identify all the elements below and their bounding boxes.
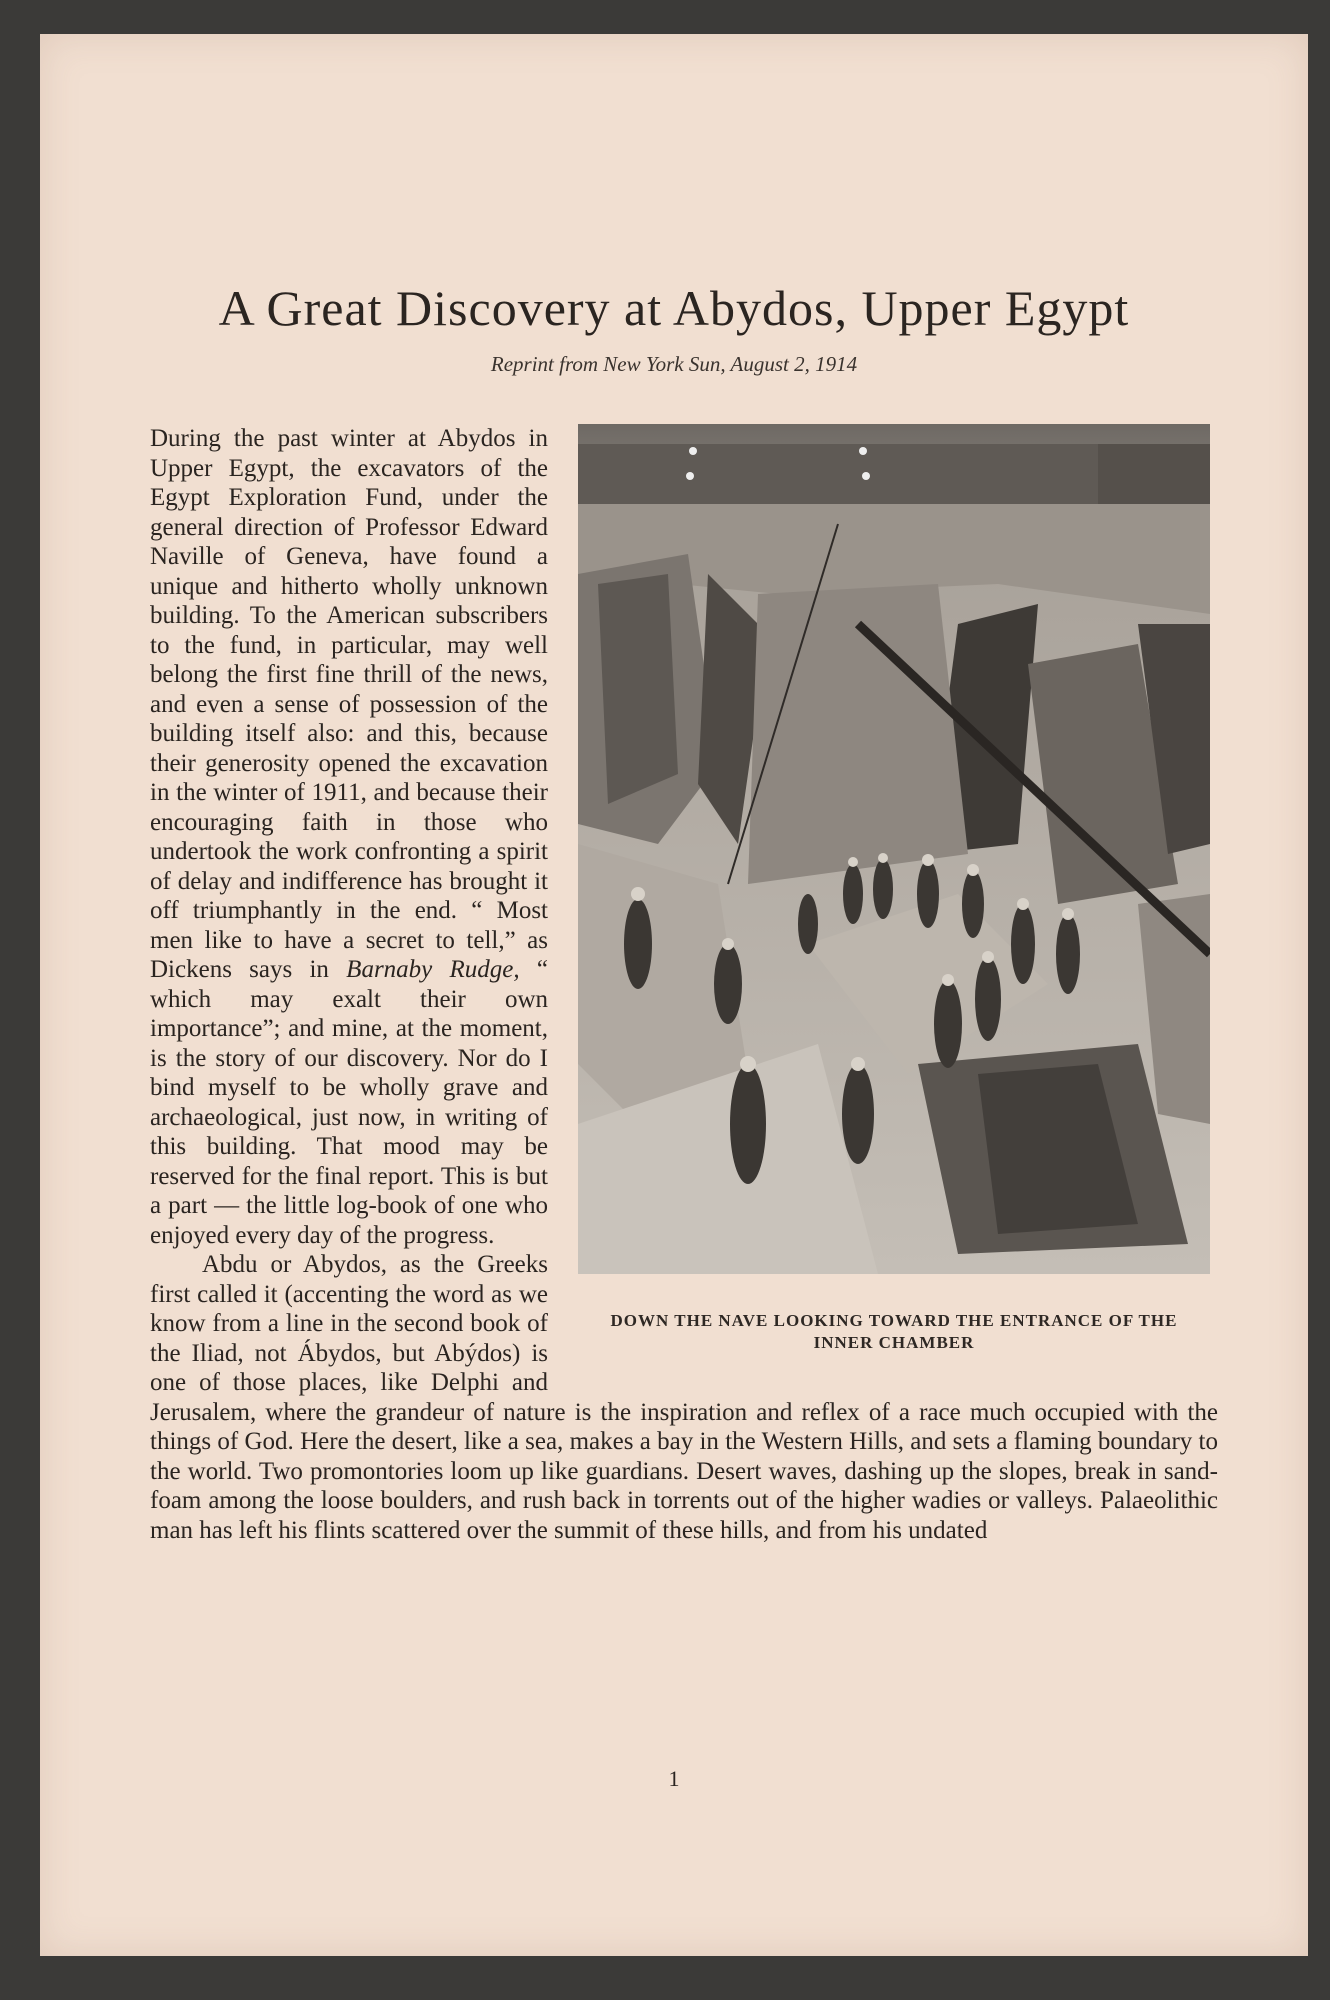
- article-title: A Great Discovery at Abydos, Upper Egypt: [218, 280, 1130, 336]
- figure-caption: [578, 1310, 1210, 1354]
- excavation-photo: [578, 424, 1210, 1274]
- figure: [578, 424, 1218, 1379]
- document-page: [40, 34, 1308, 1956]
- page-number: 1: [668, 1766, 680, 1791]
- article-subtitle: Reprint from New York Sun, August 2, 1914: [490, 352, 858, 376]
- photo-illustration: [578, 424, 1210, 1274]
- paragraph-1-part-a: During the past winter at Abydos in Upper Egypt, the excavators of the Egypt Exploration Fund, under the general direction of Professor Edward Naville of Geneva, have found a unique and hitherto wholly unknown building. To the American subscribers to the fund, in particular, may well belong the first fine thrill of the news, and even a sense of possession of the building itself also: and this, because their generosity opened the excavation in the winter of 1911, and because their encouraging faith in those who undertook the work confronting a spirit of delay and indifference has brought it off triumphantly in the end. “ Most men like to have a secret to tell,” as Dickens says in: [150, 425, 548, 983]
- article-body: [150, 424, 1218, 1545]
- caption-line-2: INNER CHAMBER: [813, 1333, 975, 1352]
- caption-line-1: DOWN THE NAVE LOOKING TOWARD THE ENTRANCE OF THE: [610, 1311, 1178, 1330]
- paragraph-1-part-b: “ which may exalt their own importance”; and mine, at the moment, is the story of our discovery. Nor do I bind myself to be wholly grave and archaeological, just now, in writing of this building. That mood may be reserved for the final report. This is but a part — the little log-book of one who enjoyed every day of the progress.: [150, 956, 548, 1249]
- book-title-barnaby-rudge: Barnaby Rudge,: [346, 956, 520, 983]
- paragraph-2: Abdu or Abydos, as the Greeks first called it (accenting the word as we know from a line in the second book of the Iliad, not Ábydos, but Abýdos) is one of those places, like Delphi and Jerusalem, where the grandeur of nature is the inspiration and reflex of a race much occupied with the things of God. Here the desert, like a sea, makes a bay in the Western Hills, and sets a flaming boundary to the world. Two promontories loom up like guardians. Desert waves, dashing up the slopes, break in sand-foam among the loose boulders, and rush back in torrents out of the higher wadies or valleys. Palaeolithic man has left his flints scattered over the summit of these hills, and from his undated: [150, 1251, 1218, 1544]
